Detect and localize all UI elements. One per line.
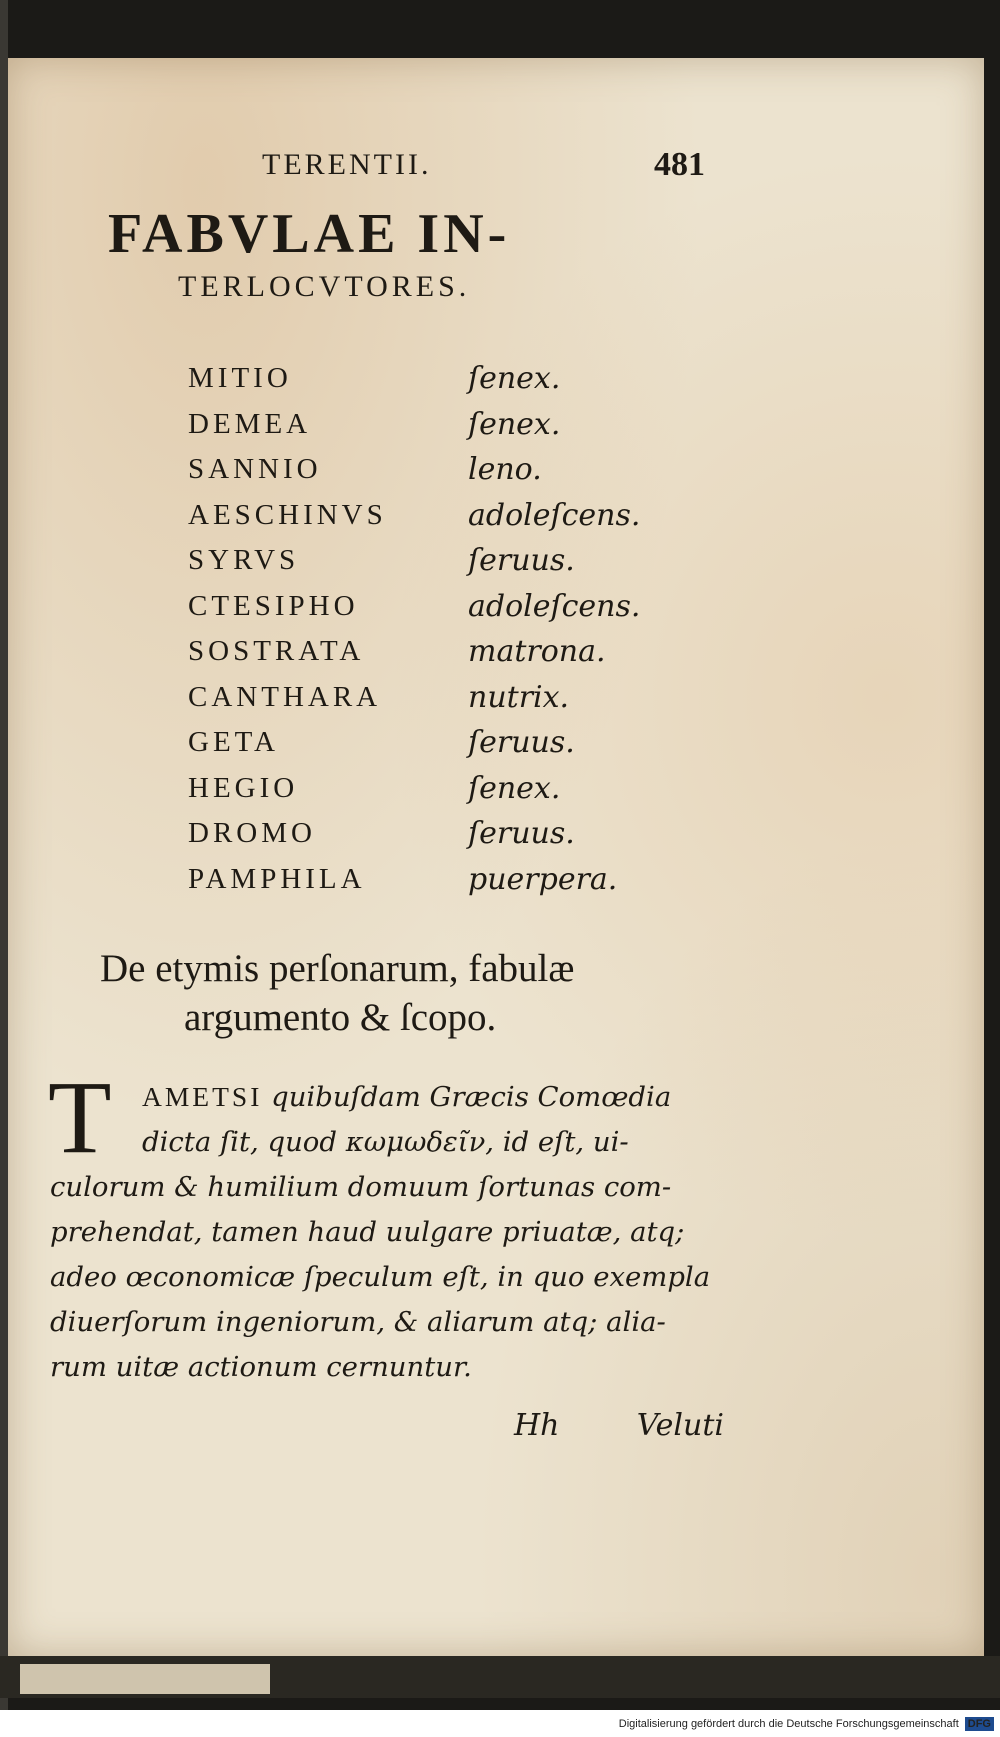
cast-row	[188, 447, 748, 493]
next-page-sliver	[20, 1664, 270, 1694]
cast-name: CTESIPHO	[188, 589, 359, 622]
body-paragraph	[50, 1074, 730, 1390]
cast-row	[188, 675, 748, 721]
cast-role: ſenex.	[468, 406, 561, 442]
scan-left-edge	[0, 0, 8, 1737]
cast-row	[188, 356, 748, 402]
cast-row	[188, 629, 748, 675]
cast-name: SYRVS	[188, 544, 300, 577]
cast-role: nutrix.	[468, 679, 570, 715]
cast-role: adoleſcens.	[468, 588, 641, 624]
section-heading-line-2: argumento & ſcopo.	[184, 996, 497, 1039]
dfg-logo-icon: DFG	[965, 1717, 994, 1731]
page-number: 481	[654, 146, 705, 183]
cast-role: matrona.	[468, 634, 606, 670]
cast-row	[188, 766, 748, 812]
running-head: TERENTII.	[262, 148, 432, 181]
section-heading	[100, 944, 720, 1042]
cast-name: SOSTRATA	[188, 635, 365, 668]
body-opening-word: AMETSI	[142, 1081, 263, 1112]
cast-role: leno.	[468, 452, 542, 488]
cast-name: DEMEA	[188, 407, 312, 440]
cast-role: ſenex.	[468, 770, 561, 806]
page-header	[262, 148, 732, 188]
body-line: diuerſorum ingeniorum, & aliarum atq; alia-	[50, 1306, 666, 1338]
cast-name: CANTHARA	[188, 680, 382, 713]
body-line: adeo œconomicæ ſpeculum eſt, in quo exempla	[50, 1261, 711, 1293]
cast-name: MITIO	[188, 362, 292, 395]
body-line-rest: quibuſdam Græcis Comœdia	[262, 1081, 672, 1113]
body-line: culorum & humilium domuum ſortunas com-	[50, 1171, 672, 1203]
cast-role: puerpera.	[468, 861, 618, 897]
section-heading-line-1: De etymis perſonarum, fabulæ	[100, 947, 575, 990]
body-line: rum uitæ actionum cernuntur.	[50, 1351, 472, 1383]
cast-row	[188, 493, 748, 539]
credit-text: Digitalisierung gefördert durch die Deutsche Forschungsgemeinschaft	[618, 1717, 959, 1730]
cast-name: DROMO	[188, 817, 316, 850]
cast-role: ſenex.	[468, 361, 561, 397]
body-line: dicta ſit, quod κωμωδεῖν, id eſt, ui-	[142, 1126, 629, 1158]
cast-name: SANNIO	[188, 453, 322, 486]
cast-name: GETA	[188, 726, 279, 759]
cast-role: ſeruus.	[468, 543, 575, 579]
cast-row	[188, 584, 748, 630]
cast-row	[188, 857, 748, 903]
cast-role: ſeruus.	[468, 816, 575, 852]
cast-name: HEGIO	[188, 771, 299, 804]
catchwords	[514, 1408, 724, 1448]
cast-role: adoleſcens.	[468, 497, 641, 533]
title-line-2: TERLOCVTORES.	[178, 270, 471, 303]
credit-bar	[0, 1710, 1000, 1737]
body-line: prehendat, tamen haud uulgare priuatæ, atq;	[50, 1216, 685, 1248]
scan-bottom-edge	[0, 1656, 1000, 1698]
cast-row	[188, 720, 748, 766]
cast-list	[188, 356, 748, 902]
cast-name: PAMPHILA	[188, 862, 366, 895]
drop-cap: T	[48, 1060, 112, 1175]
signature-mark: Hh	[514, 1408, 560, 1443]
title-line-1: FABVLAE IN-	[108, 203, 511, 265]
cast-row	[188, 811, 748, 857]
body-line	[50, 1074, 730, 1120]
cast-row	[188, 538, 748, 584]
cast-row	[188, 402, 748, 448]
catchword: Veluti	[636, 1408, 724, 1443]
cast-role: ſeruus.	[468, 725, 575, 761]
cast-name: AESCHINVS	[188, 498, 387, 531]
